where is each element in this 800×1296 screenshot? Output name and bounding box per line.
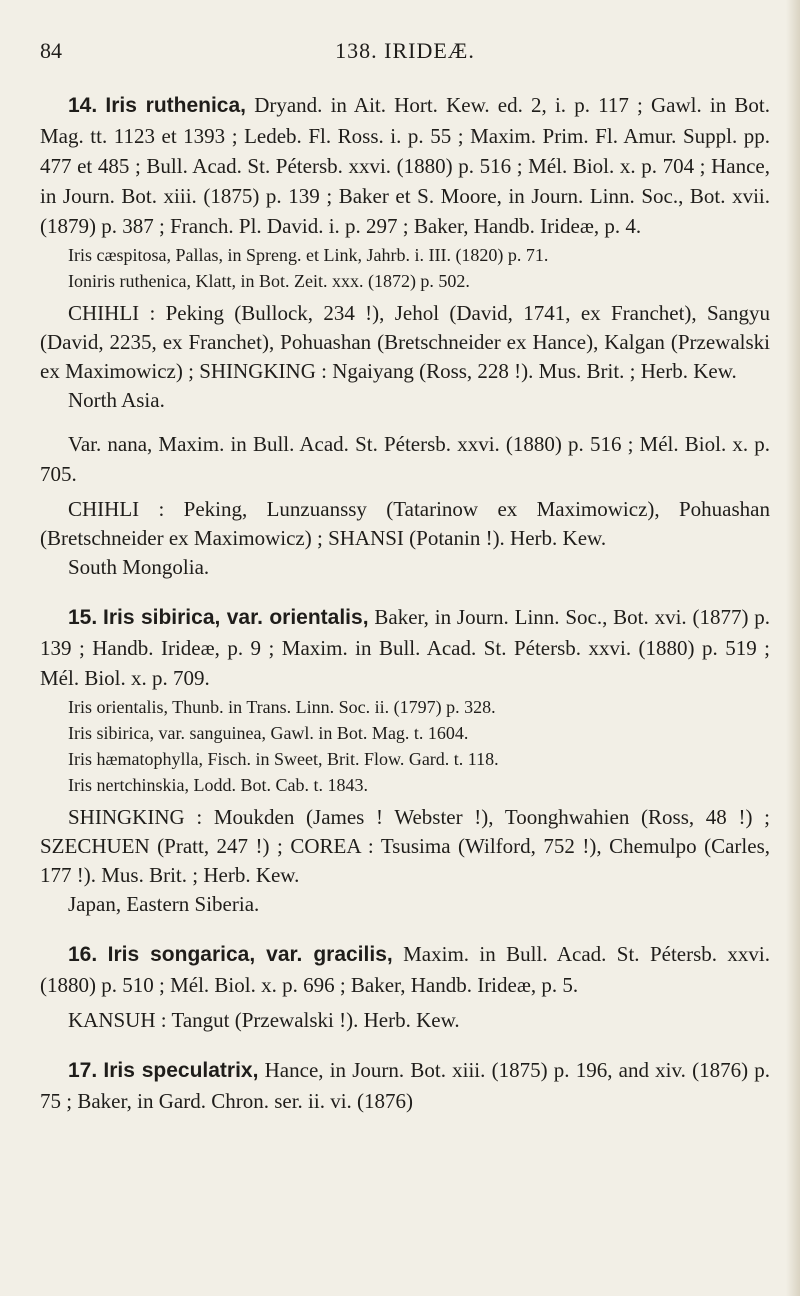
- variety-localities: CHIHLI : Peking, Lunzuanssy (Tatarinow ex Maximowicz), Pohuashan (Bretschneider ex Maximowicz) ; SHANSI (Potanin !). Herb. Kew.: [40, 497, 770, 550]
- variety-reference: Var. nana, Maxim. in Bull. Acad. St. Pétersb. xxvi. (1880) p. 516 ; Mél. Biol. x. p. 705.: [40, 432, 770, 486]
- variety-block: [40, 429, 770, 582]
- synonym-line: Iris hæmatophylla, Fisch. in Sweet, Brit. Flow. Gard. t. 118.: [68, 749, 499, 769]
- citation-text: Dryand. in Ait. Hort. Kew. ed. 2, i. p. 117 ; Gawl. in Bot. Mag. tt. 1123 et 1393 ; Ledeb. Fl. Ross. i. p. 55 ; Maxim. Prim. Fl. Amur. Suppl. pp. 477 et 485 ; Bull. Acad. St. Pétersb. xxvi. (1880) p. 516 ; Mél. Biol. x. p. 704 ; Hance, in Journ. Bot. xiii. (1875) p. 139 ; Baker et S. Moore, in Journ. Linn. Soc., Bot. xvii. (1879) p. 387 ; Franch. Pl. David. i. p. 297 ; Baker, Handb. Irideæ, p. 4.: [40, 93, 771, 238]
- species-reference: [40, 602, 770, 693]
- distribution-region: Japan, Eastern Siberia.: [68, 892, 260, 916]
- locality-text: SHINGKING : Moukden (James ! Webster !), Toonghwahien (Ross, 48 !) ; SZECHUEN (Pratt, 247 !) ; COREA : Tsusima (Wilford, 752 !), Chemulpo (Carles, 177 !). Mus. Brit. ; Herb. Kew.: [40, 805, 770, 887]
- species-number: 14.: [68, 94, 98, 117]
- synonym-line: Ioniris ruthenica, Klatt, in Bot. Zeit. xxx. (1872) p. 502.: [68, 271, 470, 291]
- species-number: 17.: [68, 1059, 98, 1082]
- citation-text: Maxim. in Bull. Acad. St. Pétersb. xxvi. (1880) p. 510 ; Mél. Biol. x. p. 696 ; Baker, Handb. Irideæ, p. 5.: [40, 942, 771, 997]
- species-entry: [40, 1055, 770, 1116]
- page-header: [40, 38, 770, 68]
- locality-text: KANSUH : Tangut (Przewalski !). Herb. Kew.: [68, 1008, 460, 1032]
- page-body: [40, 90, 770, 1136]
- species-entry: [40, 602, 770, 919]
- species-name: Iris sibirica, var. orientalis,: [103, 606, 369, 629]
- species-entry: [40, 90, 770, 582]
- distribution-region: North Asia.: [68, 388, 165, 412]
- running-title: 138. IRIDEÆ.: [335, 38, 475, 63]
- variety-region: South Mongolia.: [68, 555, 210, 579]
- synonym-line: Iris nertchinskia, Lodd. Bot. Cab. t. 1843.: [68, 775, 368, 795]
- species-reference: [40, 1055, 770, 1116]
- species-name: Iris songarica, var. gracilis,: [107, 943, 393, 966]
- citation-text: Hance, in Journ. Bot. xiii. (1875) p. 196, and xiv. (1876) p. 75 ; Baker, in Gard. Chron. ser. ii. vi. (1876): [40, 1058, 771, 1113]
- species-name: Iris ruthenica,: [105, 94, 247, 117]
- synonym-line: Iris orientalis, Thunb. in Trans. Linn. Soc. ii. (1797) p. 328.: [68, 697, 496, 717]
- species-number: 15.: [68, 606, 98, 629]
- species-number: 16.: [68, 943, 98, 966]
- species-reference: [40, 939, 770, 1000]
- species-reference: [40, 90, 770, 241]
- page-edge-shadow: [786, 0, 800, 1296]
- species-entry: [40, 939, 770, 1035]
- species-name: Iris speculatrix,: [103, 1059, 259, 1082]
- synonym-line: Iris sibirica, var. sanguinea, Gawl. in Bot. Mag. t. 1604.: [68, 723, 469, 743]
- synonym-line: Iris cæspitosa, Pallas, in Spreng. et Link, Jahrb. i. III. (1820) p. 71.: [68, 245, 549, 265]
- citation-text: Baker, in Journ. Linn. Soc., Bot. xvi. (1877) p. 139 ; Handb. Irideæ, p. 9 ; Maxim. in Bull. Acad. St. Pétersb. xxvi. (1880) p. 519 ; Mél. Biol. x. p. 709.: [40, 605, 771, 690]
- page-number: 84: [40, 38, 62, 63]
- locality-text: CHIHLI : Peking (Bullock, 234 !), Jehol (David, 1741, ex Franchet), Sangyu (David, 2235, ex Franchet), Pohuashan (Bretschneider ex Hance), Kalgan (Przewalski ex Maximowicz) ; SHINGKING : Ngaiyang (Ross, 228 !). Mus. Brit. ; Herb. Kew.: [40, 301, 770, 383]
